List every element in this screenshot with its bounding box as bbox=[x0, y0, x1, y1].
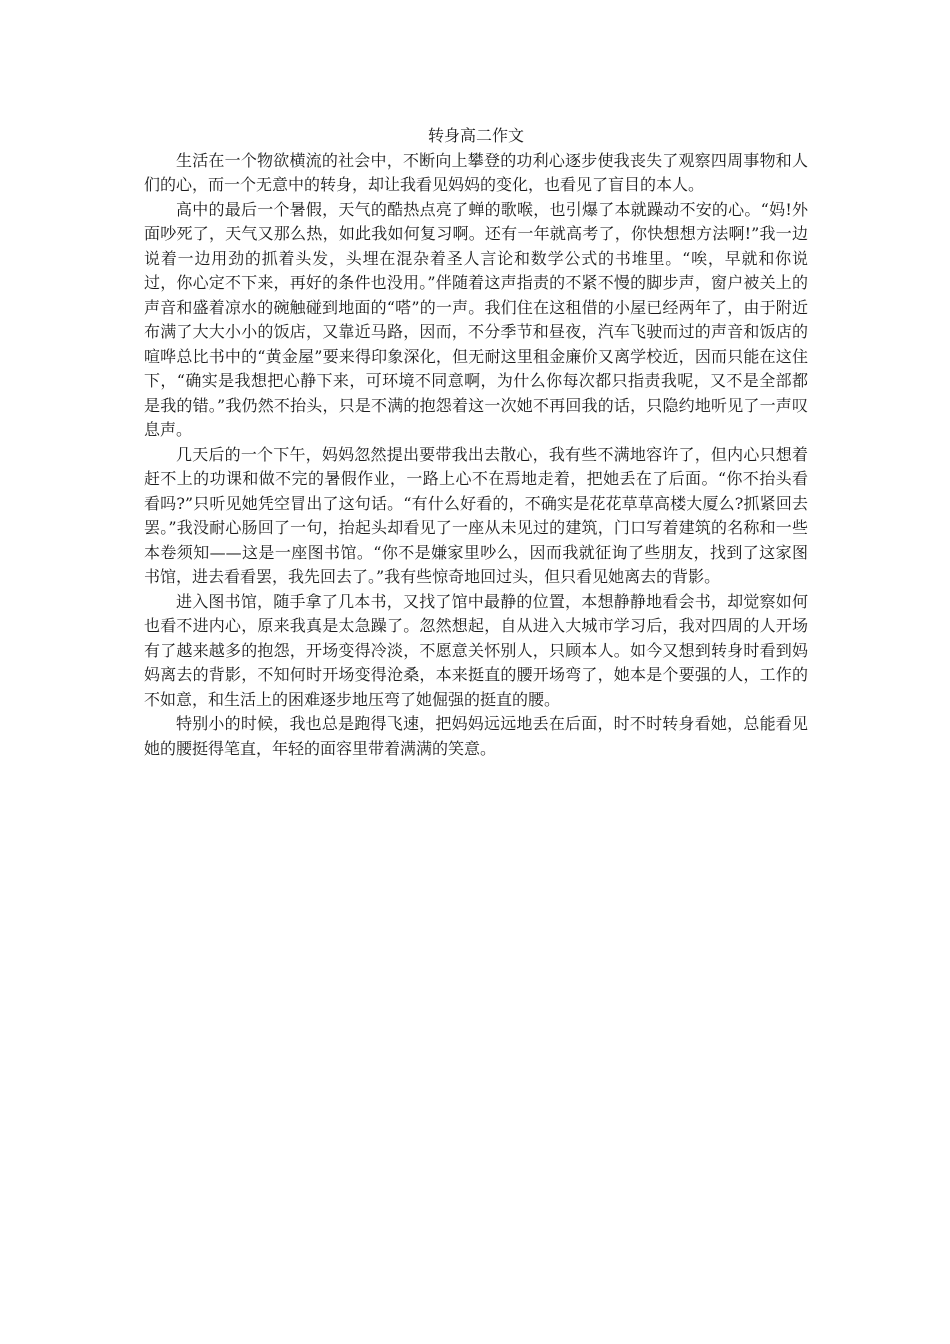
essay-body bbox=[144, 124, 808, 761]
paragraph-3: 几天后的一个下午，妈妈忽然提出要带我出去散心，我有些不满地容许了，但内心只想着赶不上的功课和做不完的暑假作业，一路上心不在焉地走着，把她丢在了后面。“你不抬头看看吗?”只听见她凭空冒出了这句话。“有什么好看的，不确实是花花草草高楼大厦么?抓紧回去罢。”我没耐心肠回了一句，抬起头却看见了一座从未见过的建筑，门口写着建筑的名称和一些本卷须知——这是一座图书馆。“你不是嫌家里吵么，因而我就征询了些朋友，找到了这家图书馆，进去看看罢，我先回去了。”我有些惊奇地回过头，但只看见她离去的背影。 bbox=[144, 444, 808, 586]
paragraph-1: 生活在一个物欲横流的社会中，不断向上攀登的功利心逐步使我丧失了观察四周事物和人们的心，而一个无意中的转身，却让我看见妈妈的变化，也看见了盲目的本人。 bbox=[144, 150, 808, 194]
paragraph-2: 高中的最后一个暑假，天气的酷热点亮了蝉的歌喉，也引爆了本就躁动不安的心。“妈!外面吵死了，天气又那么热，如此我如何复习啊。还有一年就高考了，你快想想方法啊!”我一边说着一边用劲的抓着头发，头埋在混杂着圣人言论和数学公式的书堆里。“唉，早就和你说过，你心定不下来，再好的条件也没用。”伴随着这声指责的不紧不慢的脚步声，窗户被关上的声音和盛着凉水的碗触碰到地面的“嗒”的一声。我们住在这租借的小屋已经两年了，由于附近布满了大大小小的饭店，又靠近马路，因而，不分季节和昼夜，汽车飞驶而过的声音和饭店的喧哗总比书中的“黄金屋”要来得印象深化，但无耐这里租金廉价又离学校近，因而只能在这住下，“确实是我想把心静下来，可环境不同意啊，为什么你每次都只指责我呢，又不是全部都是我的错。”我仍然不抬头，只是不满的抱怨着这一次她不再回我的话，只隐约地听见了一声叹息声。 bbox=[144, 199, 808, 439]
paragraph-5: 特别小的时候，我也总是跑得飞速，把妈妈远远地丢在后面，时不时转身看她，总能看见她的腰挺得笔直，年轻的面容里带着满满的笑意。 bbox=[144, 714, 808, 758]
paragraph-4: 进入图书馆，随手拿了几本书，又找了馆中最静的位置，本想静静地看会书，却觉察如何也看不进内心，原来我真是太急躁了。忽然想起，自从进入大城市学习后，我对四周的人开场有了越来越多的抱怨，开场变得冷淡，不愿意关怀别人，只顾本人。如今又想到转身时看到妈妈离去的背影，不知何时开场变得沧桑，本来挺直的腰开场弯了，她本是个要强的人，工作的不如意，和生活上的困难逐步地压弯了她倔强的挺直的腰。 bbox=[144, 591, 808, 709]
essay-title: 转身高二作文 bbox=[427, 126, 524, 145]
